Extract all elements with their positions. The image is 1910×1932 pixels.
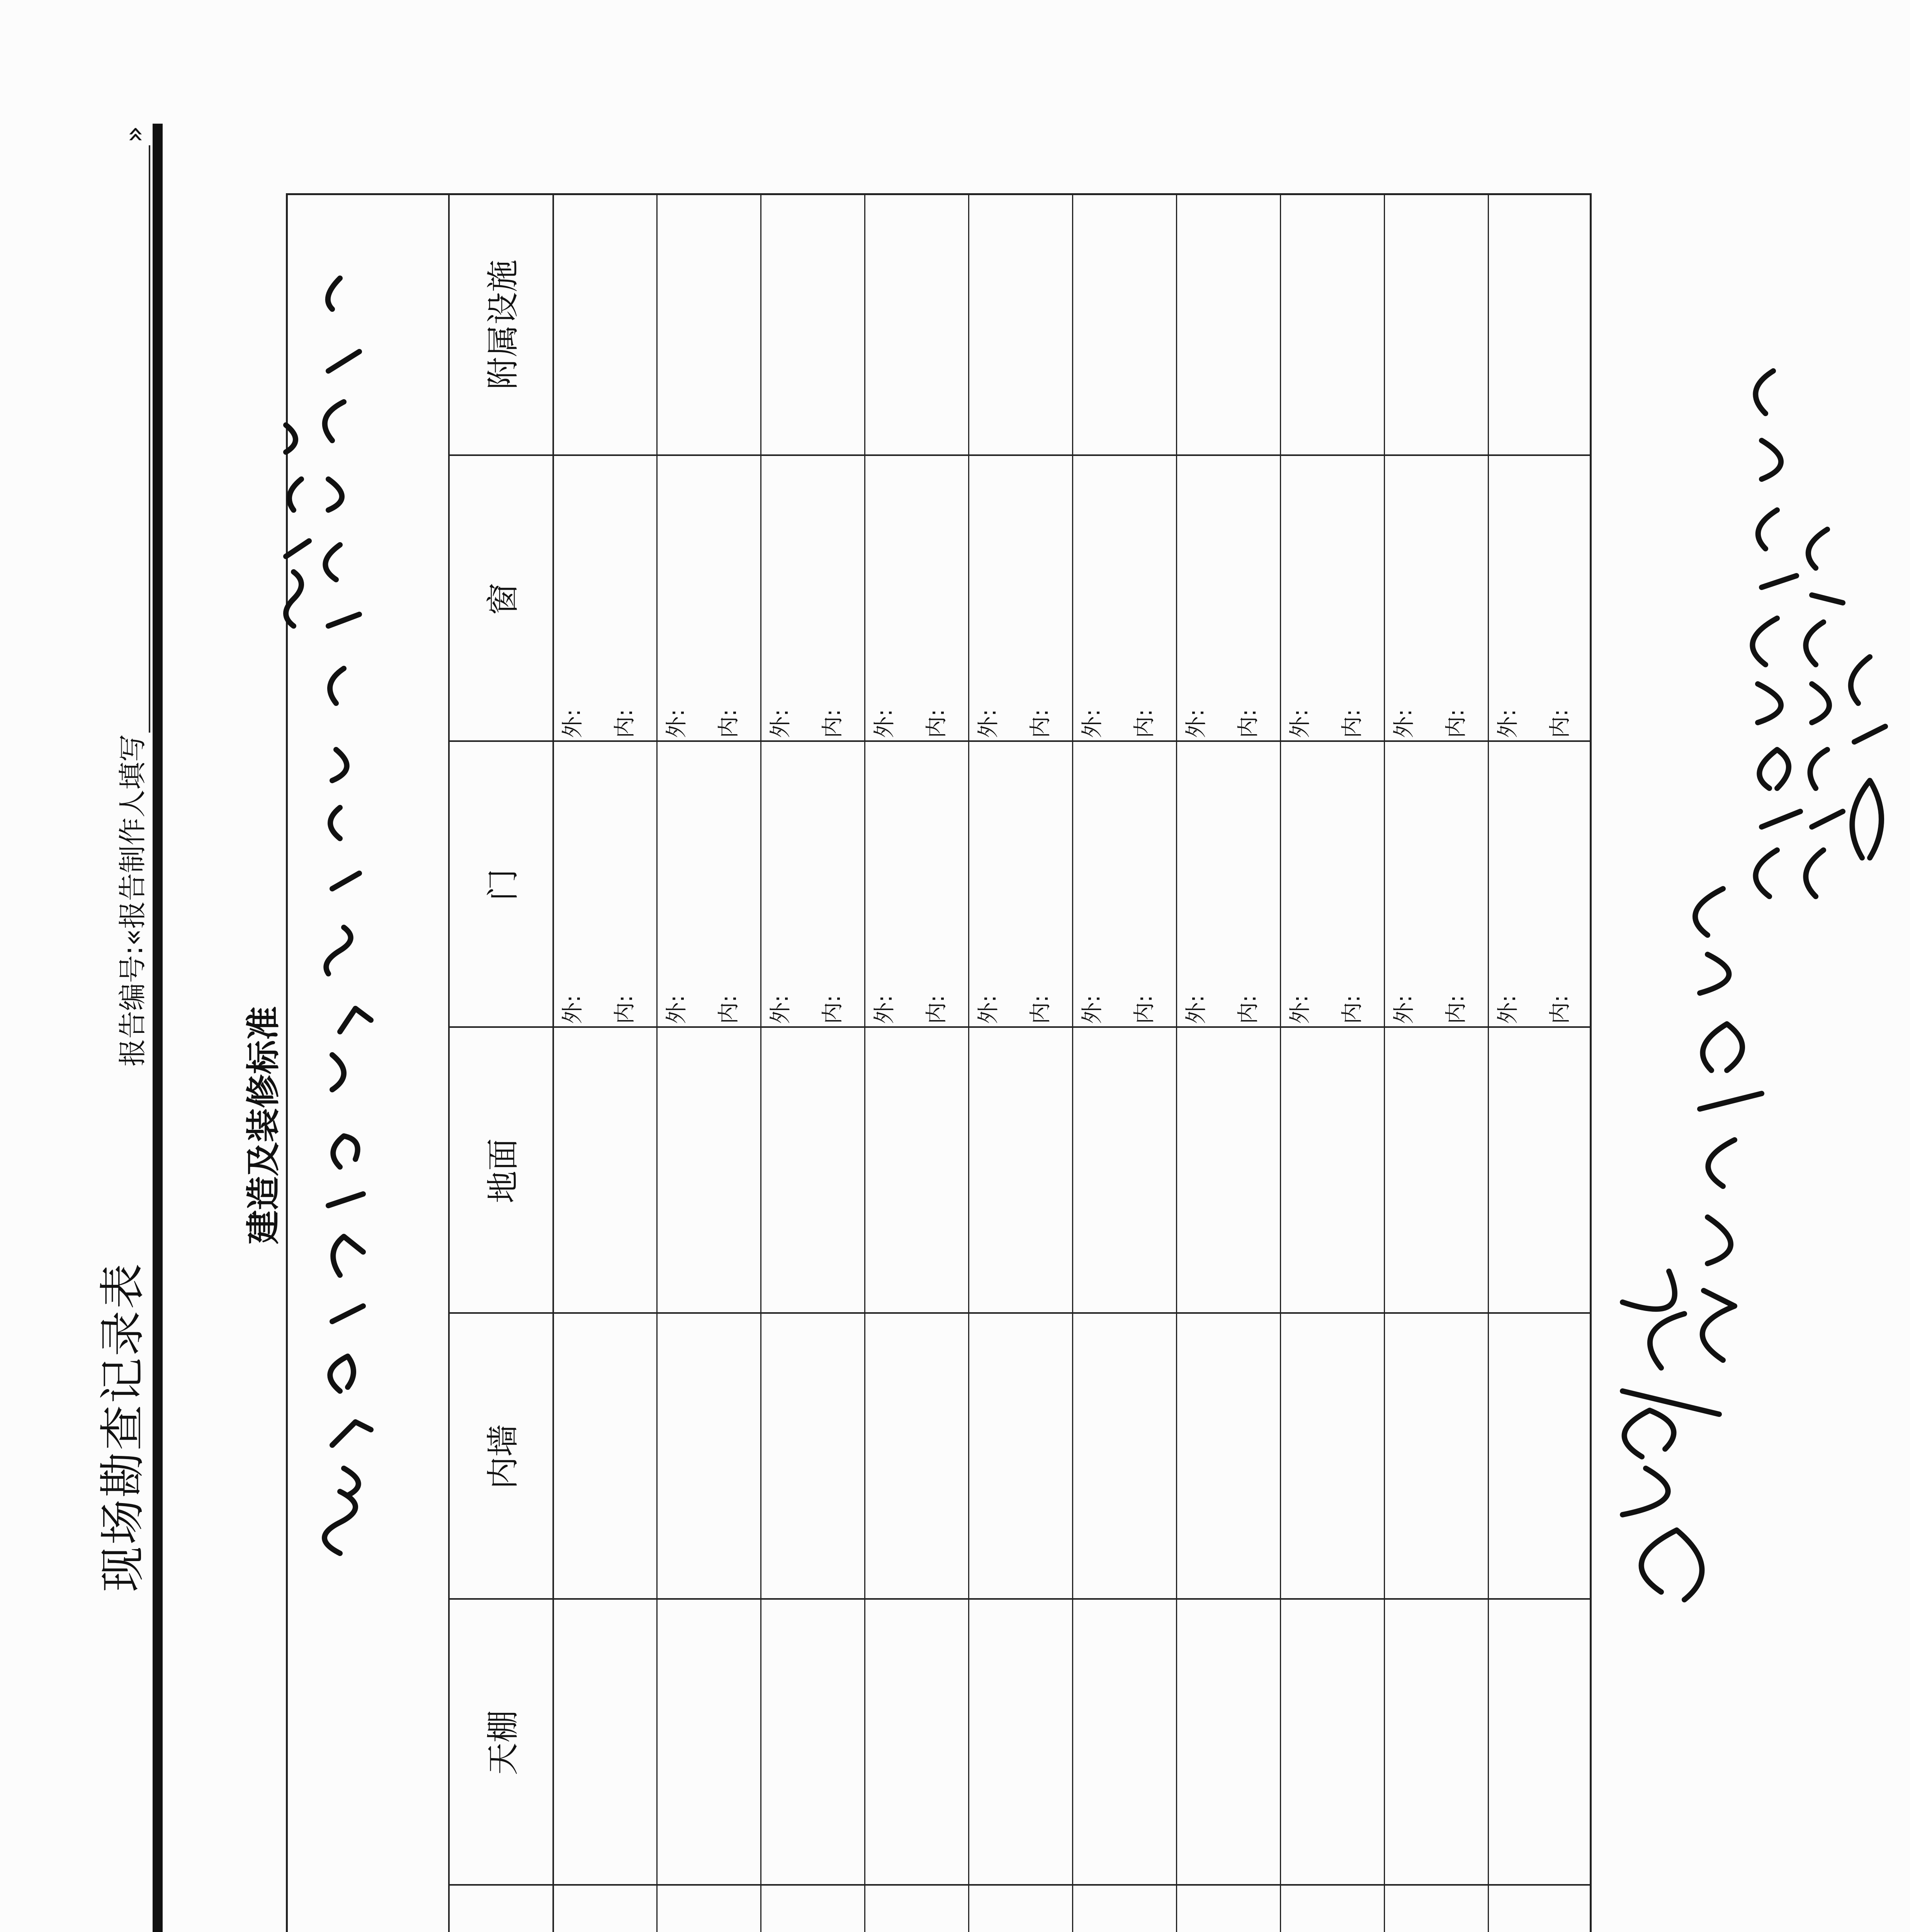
form-title: 现场勘查记录表 bbox=[96, 1262, 149, 1592]
outer-label: 外: bbox=[1392, 995, 1417, 1024]
header-label: 内墙 bbox=[484, 1424, 522, 1490]
header-label: 天棚 bbox=[484, 1710, 522, 1776]
outer-label: 外: bbox=[976, 995, 1001, 1024]
outer-label: 外: bbox=[1184, 995, 1209, 1024]
outer-label: 外: bbox=[1495, 995, 1521, 1024]
outer-label: 外: bbox=[560, 995, 585, 1024]
header-label: 门 bbox=[484, 869, 522, 901]
signature-handwriting-3 bbox=[1752, 371, 1800, 896]
outer-label: 外: bbox=[768, 709, 793, 738]
outer-label: 外: bbox=[768, 995, 793, 1024]
inner-label: 内: bbox=[1235, 709, 1261, 738]
inner-label: 内: bbox=[820, 709, 845, 738]
inner-label: 内: bbox=[612, 709, 637, 738]
outer-label: 外: bbox=[664, 995, 689, 1024]
inner-label: 内: bbox=[1443, 709, 1469, 738]
outer-label: 外: bbox=[872, 709, 897, 738]
report-number-label: 报告编号:«报告制作人填写 bbox=[116, 734, 149, 1066]
outer-label: 外: bbox=[1288, 995, 1313, 1024]
inner-label: 内: bbox=[1028, 709, 1053, 738]
inner-label: 内: bbox=[612, 995, 637, 1024]
outer-label: 外: bbox=[976, 709, 1001, 738]
report-number-close: » bbox=[118, 126, 150, 143]
inner-label: 内: bbox=[716, 709, 741, 738]
outer-label: 外: bbox=[1080, 995, 1105, 1024]
usage-note-handwriting bbox=[286, 278, 371, 1553]
inner-label: 内: bbox=[1339, 709, 1365, 738]
inner-label: 内: bbox=[924, 995, 949, 1024]
signature-handwriting-2 bbox=[1695, 889, 1762, 1360]
inner-label: 内: bbox=[1339, 995, 1365, 1024]
inner-label: 内: bbox=[924, 709, 949, 738]
outer-label: 外: bbox=[1080, 709, 1105, 738]
outer-label: 外: bbox=[560, 709, 585, 738]
outer-label: 外: bbox=[1288, 709, 1313, 738]
header-label: 地面 bbox=[484, 1138, 522, 1204]
inner-label: 内: bbox=[1132, 995, 1157, 1024]
header-label: 窗 bbox=[484, 583, 522, 616]
outer-label: 外: bbox=[1184, 709, 1209, 738]
inner-label: 内: bbox=[1547, 995, 1573, 1024]
inner-label: 内: bbox=[1132, 709, 1157, 738]
header-label: 附属设施 bbox=[484, 260, 522, 390]
inner-label: 内: bbox=[1235, 995, 1261, 1024]
inner-label: 内: bbox=[820, 995, 845, 1024]
inner-label: 内: bbox=[716, 995, 741, 1024]
outer-label: 外: bbox=[664, 709, 689, 738]
signature-handwriting-4 bbox=[1806, 529, 1885, 896]
outer-label: 外: bbox=[872, 995, 897, 1024]
section-title: 建造及装修标准 bbox=[243, 1006, 283, 1244]
outer-label: 外: bbox=[1392, 709, 1417, 738]
inner-label: 内: bbox=[1443, 995, 1469, 1024]
signature-handwriting-1 bbox=[1623, 1271, 1719, 1600]
inner-label: 内: bbox=[1547, 709, 1573, 738]
inner-label: 内: bbox=[1028, 995, 1053, 1024]
outer-label: 外: bbox=[1495, 709, 1521, 738]
